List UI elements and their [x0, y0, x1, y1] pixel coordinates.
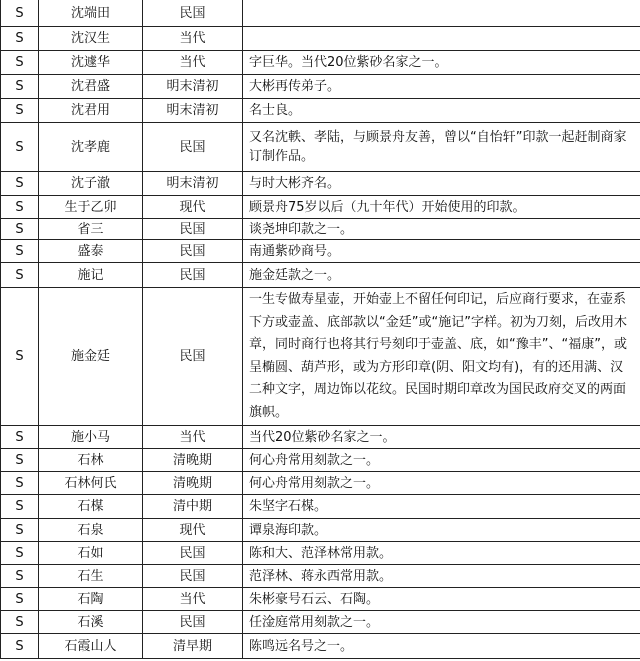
- table-row: [1, 196, 640, 219]
- name-cell: 沈子澈: [39, 172, 143, 196]
- desc-cell: 又名沈軼、孝陆，与顾景舟友善，曾以“自怡轩”印款一起赶制商家订制作品。: [243, 123, 640, 172]
- name-cell: 石霞山人: [39, 634, 143, 659]
- desc-cell: 谭泉海印款。: [243, 519, 640, 542]
- letter-cell: S: [1, 196, 39, 219]
- desc-cell: 一生专做寿星壶，开始壶上不留任何印记，后应商行要求，在壶系下方或壶盖、底部款以“金廷”或“施记”字样。初为刀刻，后改用木章，同时商行也将其行号刻印于壶盖、底，如“豫丰”、“福康”，或呈椭圆、葫芦形，或为方形印章(阴、阳文均有)，有的还用满、汉二种文字，周边饰以花纹。民国时期印章改为国民政府交叉的两面旗帜。: [243, 288, 640, 426]
- name-cell: 沈遽华: [39, 51, 143, 75]
- table-row: [1, 565, 640, 588]
- table-row: [1, 263, 640, 288]
- name-cell: 石陶: [39, 588, 143, 611]
- era-cell: 现代: [143, 519, 243, 542]
- table-row: [1, 123, 640, 172]
- letter-cell: S: [1, 240, 39, 263]
- table-row: [1, 634, 640, 659]
- desc-cell: 施金廷款之一。: [243, 263, 640, 288]
- table-row: [1, 472, 640, 495]
- name-cell: 盛泰: [39, 240, 143, 263]
- name-cell: 石林何氏: [39, 472, 143, 495]
- era-cell: 民国: [143, 565, 243, 588]
- letter-cell: S: [1, 172, 39, 196]
- desc-cell: 当代20位紫砂名家之一。: [243, 426, 640, 449]
- era-cell: 民国: [143, 263, 243, 288]
- letter-cell: S: [1, 0, 39, 27]
- era-cell: 清中期: [143, 495, 243, 519]
- desc-cell: [243, 0, 640, 27]
- desc-cell: 大彬再传弟子。: [243, 75, 640, 99]
- era-cell: 民国: [143, 288, 243, 426]
- era-cell: 民国: [143, 542, 243, 565]
- table-row: [1, 51, 640, 75]
- table-row: [1, 611, 640, 634]
- table-row: [1, 588, 640, 611]
- desc-cell: 何心舟常用刻款之一。: [243, 449, 640, 472]
- era-cell: 明末清初: [143, 99, 243, 123]
- name-cell: 石溪: [39, 611, 143, 634]
- table-row: [1, 172, 640, 196]
- era-cell: 清晚期: [143, 472, 243, 495]
- desc-cell: 朱彬豪号石云、石陶。: [243, 588, 640, 611]
- era-cell: 清早期: [143, 634, 243, 659]
- table-row: [1, 27, 640, 51]
- table-row: [1, 449, 640, 472]
- desc-cell: 谈尧坤印款之一。: [243, 219, 640, 240]
- name-cell: 沈孝鹿: [39, 123, 143, 172]
- letter-cell: S: [1, 51, 39, 75]
- era-cell: 明末清初: [143, 75, 243, 99]
- table-row: [1, 240, 640, 263]
- era-cell: 当代: [143, 51, 243, 75]
- letter-cell: S: [1, 449, 39, 472]
- letter-cell: S: [1, 611, 39, 634]
- name-cell: 石如: [39, 542, 143, 565]
- table-row: [1, 219, 640, 240]
- letter-cell: S: [1, 472, 39, 495]
- letter-cell: S: [1, 495, 39, 519]
- era-cell: 现代: [143, 196, 243, 219]
- name-cell: 沈君盛: [39, 75, 143, 99]
- desc-cell: 朱坚字石楳。: [243, 495, 640, 519]
- desc-cell: 陈鸣远名号之一。: [243, 634, 640, 659]
- table-row: [1, 519, 640, 542]
- name-cell: 石泉: [39, 519, 143, 542]
- desc-cell: 名士良。: [243, 99, 640, 123]
- letter-cell: S: [1, 219, 39, 240]
- name-cell: 石林: [39, 449, 143, 472]
- name-cell: 石楳: [39, 495, 143, 519]
- letter-cell: S: [1, 565, 39, 588]
- era-cell: 当代: [143, 27, 243, 51]
- letter-cell: S: [1, 288, 39, 426]
- name-cell: 施记: [39, 263, 143, 288]
- letter-cell: S: [1, 123, 39, 172]
- name-cell: 沈端田: [39, 0, 143, 27]
- letter-cell: S: [1, 27, 39, 51]
- table-row: [1, 99, 640, 123]
- letter-cell: S: [1, 426, 39, 449]
- letter-cell: S: [1, 519, 39, 542]
- name-cell: 石生: [39, 565, 143, 588]
- letter-cell: S: [1, 99, 39, 123]
- era-cell: 民国: [143, 123, 243, 172]
- desc-cell: 南通紫砂商号。: [243, 240, 640, 263]
- desc-cell: 与时大彬齐名。: [243, 172, 640, 196]
- name-cell: 省三: [39, 219, 143, 240]
- era-cell: 当代: [143, 588, 243, 611]
- era-cell: 民国: [143, 611, 243, 634]
- table-row: [1, 288, 640, 426]
- era-cell: 明末清初: [143, 172, 243, 196]
- era-cell: 当代: [143, 426, 243, 449]
- name-cell: 生于乙卯: [39, 196, 143, 219]
- letter-cell: S: [1, 263, 39, 288]
- letter-cell: S: [1, 542, 39, 565]
- era-cell: 清晚期: [143, 449, 243, 472]
- name-cell: 沈汉生: [39, 27, 143, 51]
- table-row: [1, 426, 640, 449]
- name-cell: 施小马: [39, 426, 143, 449]
- table-row: [1, 542, 640, 565]
- desc-cell: 任淦庭常用刻款之一。: [243, 611, 640, 634]
- era-cell: 民国: [143, 0, 243, 27]
- desc-cell: 顾景舟75岁以后（九十年代）开始使用的印款。: [243, 196, 640, 219]
- letter-cell: S: [1, 588, 39, 611]
- desc-cell: 范泽林、蒋永西常用款。: [243, 565, 640, 588]
- letter-cell: S: [1, 75, 39, 99]
- desc-cell: 字巨华。当代20位紫砂名家之一。: [243, 51, 640, 75]
- era-cell: 民国: [143, 240, 243, 263]
- table-row: [1, 495, 640, 519]
- desc-cell: 何心舟常用刻款之一。: [243, 472, 640, 495]
- desc-cell: 陈和大、范泽林常用款。: [243, 542, 640, 565]
- name-cell: 施金廷: [39, 288, 143, 426]
- table-row: [1, 75, 640, 99]
- era-cell: 民国: [143, 219, 243, 240]
- table-row: [1, 0, 640, 27]
- desc-cell: [243, 27, 640, 51]
- name-cell: 沈君用: [39, 99, 143, 123]
- letter-cell: S: [1, 634, 39, 659]
